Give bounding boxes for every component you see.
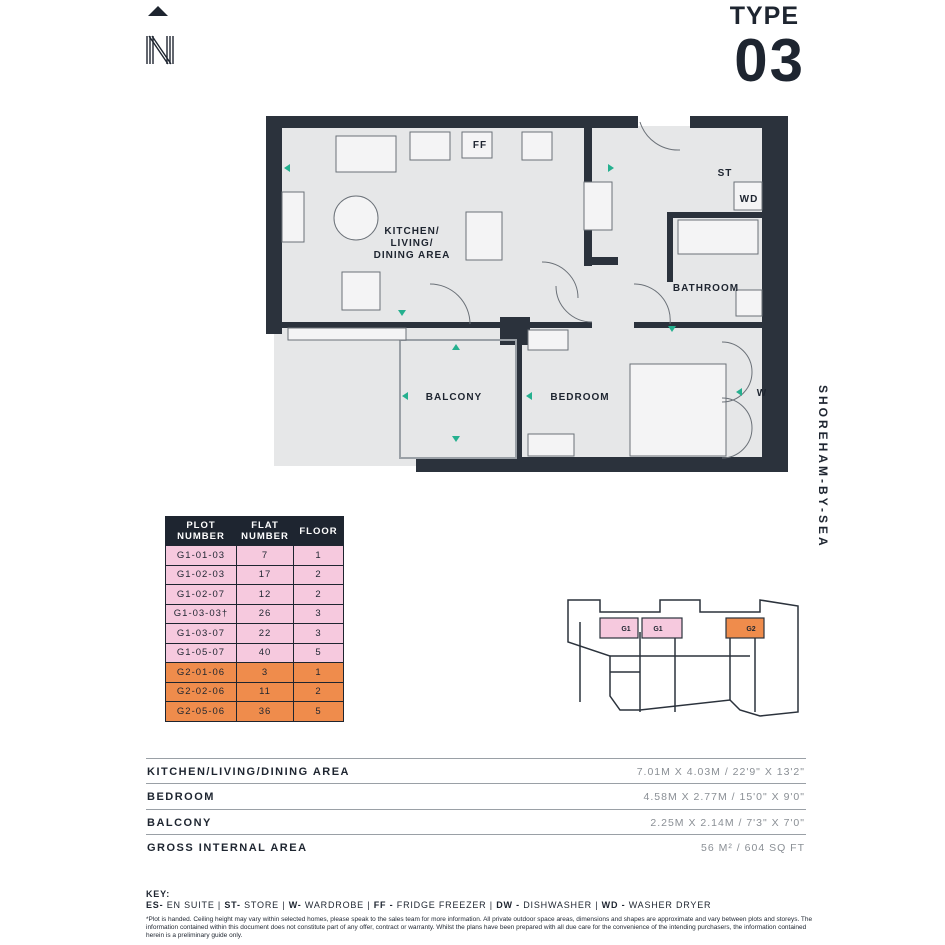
- flat-cell: 3: [237, 663, 294, 683]
- room-label-w: W: [756, 388, 768, 399]
- spec-label: BEDROOM: [147, 791, 215, 803]
- flat-cell: 11: [237, 682, 294, 702]
- room-label-bathroom: BATHROOM: [672, 283, 740, 294]
- plot-cell: G1-02-07: [166, 585, 237, 605]
- floor-cell: 2: [294, 585, 344, 605]
- room-label-st: ST: [717, 168, 733, 179]
- plot-table-row: [166, 565, 344, 585]
- flat-cell: 12: [237, 585, 294, 605]
- type-label: TYPE: [729, 2, 799, 30]
- floor-cell: 3: [294, 604, 344, 624]
- location-label: SHOREHAM-BY-SEA: [816, 385, 830, 549]
- key-title: KEY:: [146, 889, 171, 899]
- plot-cell: G2-01-06: [166, 663, 237, 683]
- plot-cell: G1-03-03†: [166, 604, 237, 624]
- plot-table-row: [166, 546, 344, 566]
- floor-cell: 1: [294, 546, 344, 566]
- flat-header: FLAT NUMBER: [237, 517, 294, 546]
- spec-label: GROSS INTERNAL AREA: [147, 842, 308, 854]
- floor-header: FLOOR: [294, 517, 344, 546]
- plot-table-row: [166, 585, 344, 605]
- spec-row: [146, 834, 806, 859]
- spec-value: 7.01M X 4.03M / 22'9" X 13'2": [636, 766, 805, 778]
- floor-cell: 2: [294, 682, 344, 702]
- plot-table-row: [166, 702, 344, 722]
- flat-cell: 26: [237, 604, 294, 624]
- flat-cell: 40: [237, 643, 294, 663]
- plot-cell: G2-05-06: [166, 702, 237, 722]
- floor-cell: 1: [294, 663, 344, 683]
- plot-cell: G1-01-03: [166, 546, 237, 566]
- type-number: 03: [734, 27, 805, 94]
- room-label-bedroom: BEDROOM: [550, 392, 610, 403]
- plot-table-row: [166, 604, 344, 624]
- plot-cell: G1-03-07: [166, 624, 237, 644]
- spec-value: 4.58M X 2.77M / 15'0" X 9'0": [643, 791, 805, 803]
- plot-table-row: [166, 682, 344, 702]
- key-plan-label-1: G1: [621, 626, 631, 633]
- room-label-kitchen-3: DINING AREA: [373, 250, 451, 261]
- spec-row: [146, 758, 806, 783]
- spec-value: 56 M² / 604 SQ FT: [701, 842, 805, 854]
- disclaimer: *Plot is handed. Ceiling height may vary within selected homes, please speak to the sales team for more information. All private outdoor space areas, dimensions and shapes are approximate and vary between plots and storeys. The information contained within this document does not constitute part of any offer, contract or warranty. Whilst the plans have been prepared with all due care for the convenience of the intending purchasers, the information contained herein is a preliminary guide only.: [146, 916, 813, 939]
- n-logo-icon: [146, 34, 174, 66]
- flat-cell: 36: [237, 702, 294, 722]
- plot-header: PLOT NUMBER: [166, 517, 237, 546]
- room-label-wd: WD: [739, 194, 759, 205]
- key-plan-label-3: G2: [746, 626, 756, 633]
- spec-label: KITCHEN/LIVING/DINING AREA: [147, 766, 350, 778]
- spec-value: 2.25M X 2.14M / 7'3" X 7'0": [650, 817, 805, 829]
- plot-table-row: [166, 643, 344, 663]
- spec-row: [146, 809, 806, 834]
- plot-table-row: [166, 624, 344, 644]
- floor-cell: 3: [294, 624, 344, 644]
- floor-cell: 2: [294, 565, 344, 585]
- plot-table-header: [166, 517, 344, 546]
- key-items: ES- EN SUITE | ST- STORE | W- WARDROBE | FF - FRIDGE FREEZER | DW - DISHWASHER | WD - WASHER DRYER: [146, 900, 712, 910]
- location-label-wrap: [808, 385, 838, 549]
- plot-table-row: [166, 663, 344, 683]
- key-plan: [560, 592, 800, 722]
- spec-row: [146, 783, 806, 808]
- plot-cell: G2-02-06: [166, 682, 237, 702]
- room-label-balcony: BALCONY: [425, 392, 483, 403]
- key-legend: [146, 889, 711, 911]
- flat-cell: 22: [237, 624, 294, 644]
- plot-cell: G1-05-07: [166, 643, 237, 663]
- floor-plan: [262, 112, 798, 476]
- north-arrow-icon: [148, 6, 168, 16]
- key-plan-label-2: G1: [653, 626, 663, 633]
- room-label-ff: FF: [472, 140, 488, 151]
- flat-cell: 17: [237, 565, 294, 585]
- room-label-kitchen: KITCHEN/: [384, 226, 440, 237]
- room-label-kitchen-2: LIVING/: [390, 238, 434, 249]
- floor-cell: 5: [294, 702, 344, 722]
- plot-cell: G1-02-03: [166, 565, 237, 585]
- floor-cell: 5: [294, 643, 344, 663]
- flat-cell: 7: [237, 546, 294, 566]
- spec-label: BALCONY: [147, 817, 212, 829]
- plot-table: [165, 516, 344, 722]
